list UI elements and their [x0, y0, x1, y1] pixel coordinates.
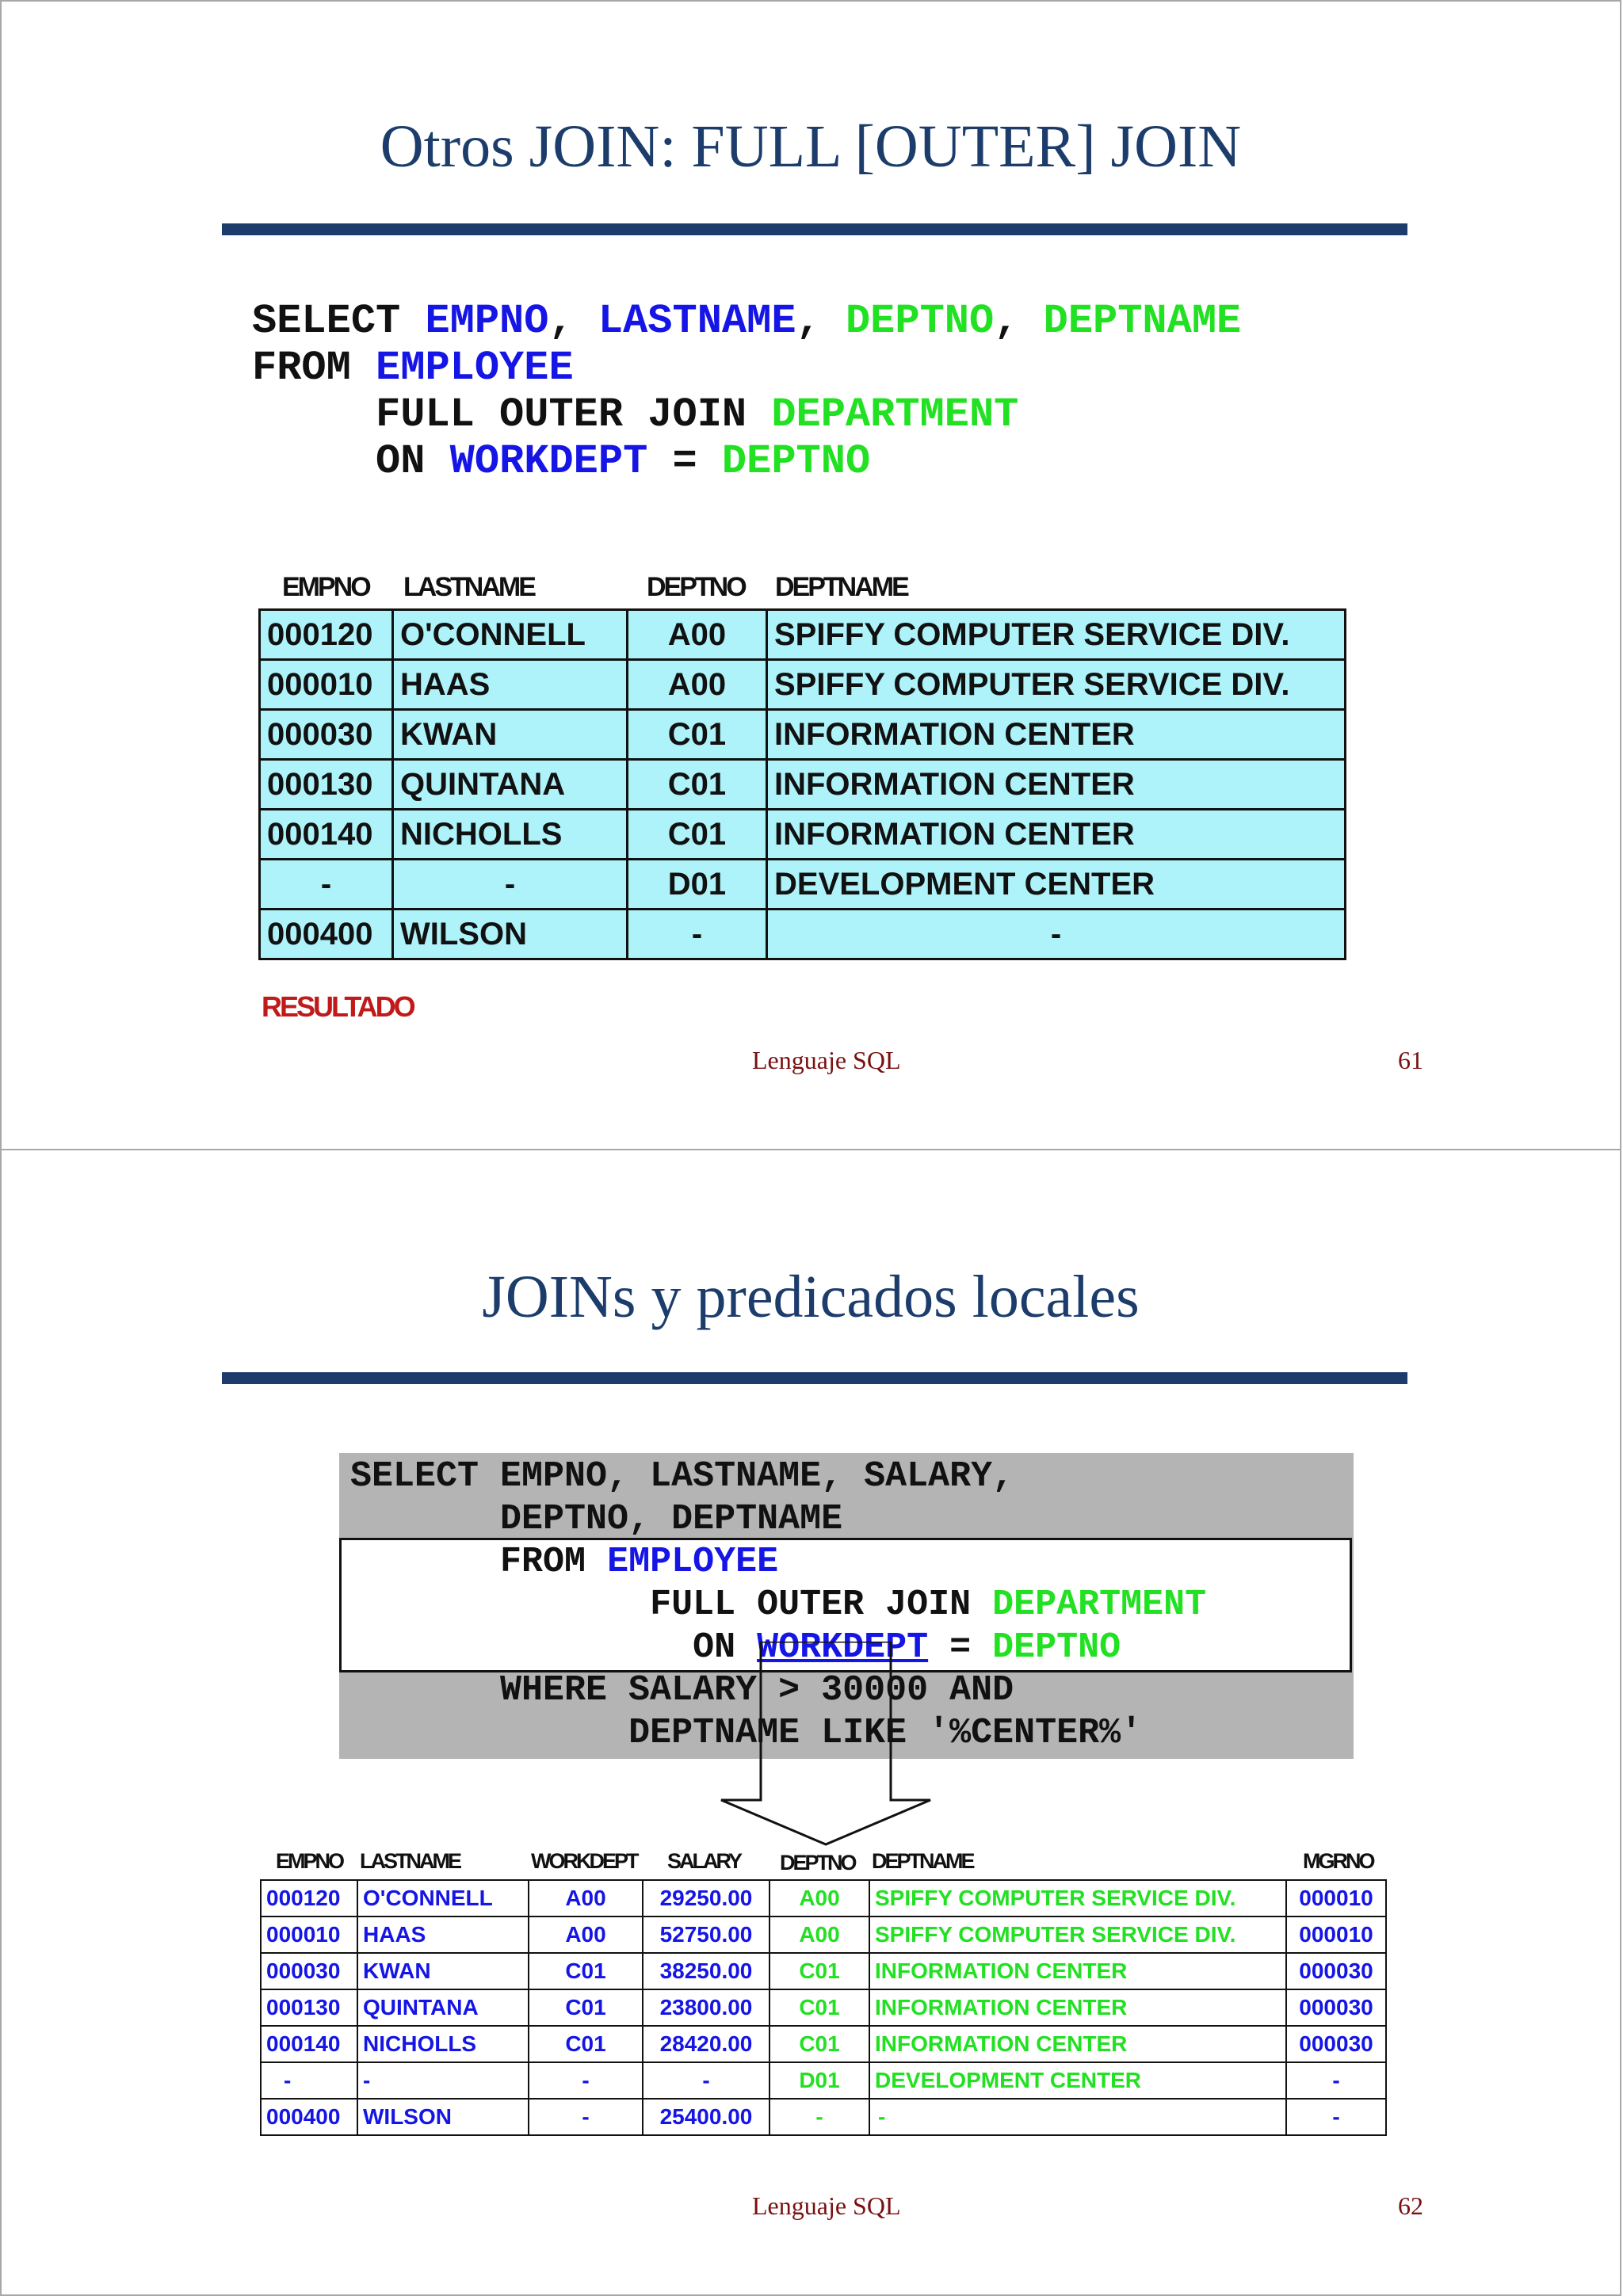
table-cell: 000130 — [261, 1989, 357, 2026]
table-cell: 000030 — [260, 710, 393, 760]
table-row — [261, 2099, 1386, 2135]
column-header-empno: EMPNO — [276, 1849, 343, 1873]
sql-table-employee: EMPLOYEE — [376, 345, 574, 391]
table-cell: 000030 — [1286, 1953, 1386, 1989]
table-cell: C01 — [529, 2026, 643, 2062]
sql-from: FROM — [500, 1542, 608, 1582]
sql-sep: , — [994, 298, 1044, 345]
table-row — [261, 2026, 1386, 2062]
sql-join: FULL OUTER JOIN — [650, 1585, 993, 1625]
table-cell: O'CONNELL — [393, 610, 628, 660]
sql-on: ON — [693, 1627, 758, 1668]
table-cell: 28420.00 — [643, 2026, 769, 2062]
slide-title: Otros JOIN: FULL [OUTER] JOIN — [380, 113, 1242, 180]
sql-eq: = — [647, 438, 722, 485]
sql-line: SELECT EMPNO, LASTNAME, SALARY, — [350, 1456, 1014, 1497]
column-header-empno: EMPNO — [282, 572, 369, 602]
result-label: RESULTADO — [262, 990, 414, 1023]
table-cell: 000010 — [1286, 1880, 1386, 1917]
table-cell: - — [529, 2099, 643, 2135]
table-cell: - — [643, 2062, 769, 2099]
table-row — [261, 1880, 1386, 1917]
table-cell: - — [357, 2062, 529, 2099]
column-header-mgrno: MGRNO — [1303, 1849, 1373, 1873]
table-cell: - — [529, 2062, 643, 2099]
table-cell: 000030 — [1286, 2026, 1386, 2062]
sql-on: ON — [376, 438, 450, 485]
table-cell: 000140 — [261, 2026, 357, 2062]
table-cell: 23800.00 — [643, 1989, 769, 2026]
table-row — [260, 710, 1346, 760]
column-header-deptno: DEPTNO — [647, 572, 745, 602]
table-row — [260, 660, 1346, 710]
table-cell: SPIFFY COMPUTER SERVICE DIV. — [869, 1917, 1286, 1953]
table-cell: A00 — [769, 1917, 869, 1953]
footer-text: Lenguaje SQL — [752, 1046, 901, 1074]
table-cell: NICHOLLS — [357, 2026, 529, 2062]
footer-text: Lenguaje SQL — [752, 2191, 901, 2220]
table-cell: 000030 — [261, 1953, 357, 1989]
table-cell: - — [260, 860, 393, 910]
sql-from: FROM — [252, 345, 376, 391]
table-row — [260, 810, 1346, 860]
sql-col-workdept: WORKDEPT — [757, 1627, 929, 1668]
table-cell: 000030 — [1286, 1989, 1386, 2026]
table-cell: A00 — [628, 610, 767, 660]
table-cell: - — [628, 910, 767, 959]
table-row — [260, 860, 1346, 910]
table-cell: HAAS — [393, 660, 628, 710]
table-cell: 29250.00 — [643, 1880, 769, 1917]
sql-table-department: DEPARTMENT — [771, 391, 1019, 438]
slide-62 — [0, 1149, 1621, 2296]
column-header-workdept: WORKDEPT — [531, 1849, 637, 1873]
table-cell: QUINTANA — [357, 1989, 529, 2026]
table-cell: 000120 — [260, 610, 393, 660]
table-cell: 25400.00 — [643, 2099, 769, 2135]
table-cell: 52750.00 — [643, 1917, 769, 1953]
table-cell: 000120 — [261, 1880, 357, 1917]
table-cell: INFORMATION CENTER — [869, 1953, 1286, 1989]
table-cell: HAAS — [357, 1917, 529, 1953]
table-cell: INFORMATION CENTER — [767, 710, 1346, 760]
table-cell: DEVELOPMENT CENTER — [869, 2062, 1286, 2099]
table-cell: C01 — [529, 1953, 643, 1989]
sql-col-lastname: LASTNAME — [598, 298, 796, 345]
table-cell: D01 — [769, 2062, 869, 2099]
table-cell: 000400 — [261, 2099, 357, 2135]
table-cell: KWAN — [357, 1953, 529, 1989]
column-header-deptname: DEPTNAME — [775, 572, 907, 602]
sql-col-deptno: DEPTNO — [721, 438, 871, 485]
table-row — [261, 1989, 1386, 2026]
table-cell: 38250.00 — [643, 1953, 769, 1989]
sql-like: DEPTNAME LIKE '%CENTER%' — [628, 1713, 1143, 1753]
table-row — [260, 610, 1346, 660]
column-header-deptname: DEPTNAME — [872, 1849, 973, 1873]
table-cell: D01 — [628, 860, 767, 910]
table-cell: - — [1286, 2099, 1386, 2135]
table-cell: WILSON — [357, 2099, 529, 2135]
table-cell: 000010 — [1286, 1917, 1386, 1953]
sql-query — [252, 298, 1241, 485]
table-cell: DEVELOPMENT CENTER — [767, 860, 1346, 910]
column-header-deptno: DEPTNO — [780, 1851, 855, 1875]
title-rule — [222, 1372, 1407, 1384]
table-cell: - — [1286, 2062, 1386, 2099]
table-cell: INFORMATION CENTER — [767, 810, 1346, 860]
table-cell: C01 — [529, 1989, 643, 2026]
column-header-lastname: LASTNAME — [360, 1849, 460, 1873]
sql-col-deptno: DEPTNO — [845, 298, 995, 345]
table-cell: - — [261, 2062, 357, 2099]
sql-select: SELECT — [252, 298, 426, 345]
table-cell: SPIFFY COMPUTER SERVICE DIV. — [869, 1880, 1286, 1917]
slide-title: JOINs y predicados locales — [482, 1264, 1140, 1330]
table-cell: C01 — [769, 1989, 869, 2026]
table-cell: C01 — [769, 1953, 869, 1989]
table-cell: A00 — [529, 1880, 643, 1917]
down-arrow-icon — [715, 1642, 937, 1849]
sql-table-employee: EMPLOYEE — [607, 1542, 779, 1582]
sql-sep: , — [548, 298, 598, 345]
sql-col-empno: EMPNO — [425, 298, 549, 345]
title-rule — [222, 223, 1407, 235]
table-cell: A00 — [769, 1880, 869, 1917]
table-cell: O'CONNELL — [357, 1880, 529, 1917]
table-cell: 000010 — [261, 1917, 357, 1953]
table-cell: A00 — [529, 1917, 643, 1953]
page-number: 62 — [1398, 2191, 1423, 2220]
table-cell: C01 — [769, 2026, 869, 2062]
table-cell: INFORMATION CENTER — [869, 2026, 1286, 2062]
table-cell: WILSON — [393, 910, 628, 959]
sql-sep: , — [796, 298, 846, 345]
table-cell: - — [769, 2099, 869, 2135]
table-cell: INFORMATION CENTER — [869, 1989, 1286, 2026]
table-cell: C01 — [628, 810, 767, 860]
table-cell: NICHOLLS — [393, 810, 628, 860]
table-row — [261, 2062, 1386, 2099]
table-cell: KWAN — [393, 710, 628, 760]
sql-col-deptno: DEPTNO — [992, 1627, 1121, 1668]
table-row — [261, 1917, 1386, 1953]
table-cell: - — [767, 910, 1346, 959]
column-header-salary: SALARY — [667, 1849, 741, 1873]
sql-join: FULL OUTER JOIN — [376, 391, 772, 438]
table-cell: C01 — [628, 710, 767, 760]
page-number: 61 — [1398, 1046, 1423, 1074]
sql-table-department: DEPARTMENT — [992, 1585, 1207, 1625]
table-cell: SPIFFY COMPUTER SERVICE DIV. — [767, 610, 1346, 660]
sql-col-workdept: WORKDEPT — [449, 438, 648, 485]
table-cell: - — [393, 860, 628, 910]
table-cell: 000010 — [260, 660, 393, 710]
table-cell: 000140 — [260, 810, 393, 860]
table-cell: 000130 — [260, 760, 393, 810]
table-cell: - — [869, 2099, 1286, 2135]
sql-eq: = — [928, 1627, 993, 1668]
table-cell: INFORMATION CENTER — [767, 760, 1346, 810]
table-cell: QUINTANA — [393, 760, 628, 810]
table-cell: C01 — [628, 760, 767, 810]
table-row — [260, 760, 1346, 810]
table-cell: SPIFFY COMPUTER SERVICE DIV. — [767, 660, 1346, 710]
table-cell: A00 — [628, 660, 767, 710]
table-row — [260, 910, 1346, 959]
table-cell: 000400 — [260, 910, 393, 959]
sql-col-deptname: DEPTNAME — [1043, 298, 1242, 345]
sql-where: WHERE SALARY > 30000 AND — [500, 1670, 1014, 1711]
table-row — [261, 1953, 1386, 1989]
result-table — [260, 1879, 1387, 2136]
column-header-lastname: LASTNAME — [403, 572, 534, 602]
sql-line: DEPTNO, DEPTNAME — [500, 1499, 843, 1539]
result-table — [258, 608, 1346, 960]
